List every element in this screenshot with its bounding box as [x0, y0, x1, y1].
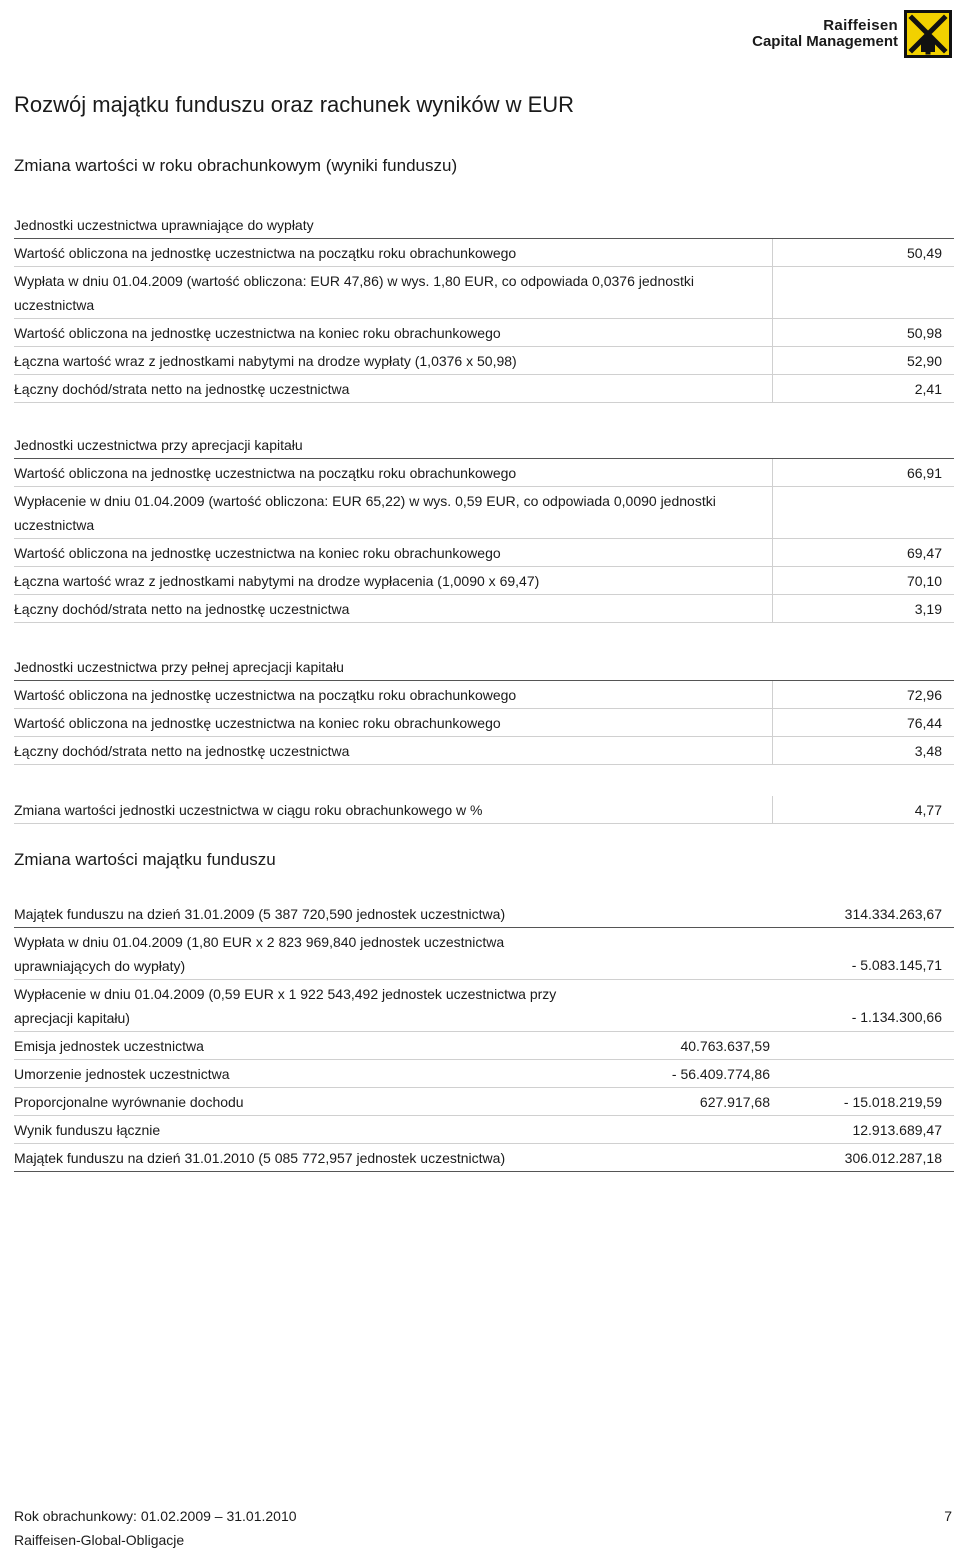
- table-row: [14, 267, 954, 319]
- row-label: Wartość obliczona na jednostkę uczestnictwa na koniec roku obrachunkowego: [14, 325, 501, 341]
- row-value: - 5.083.145,71: [851, 957, 942, 973]
- table-row: [14, 796, 954, 824]
- row-label: Wartość obliczona na jednostkę uczestnictwa na początku roku obrachunkowego: [14, 687, 517, 703]
- table-row: [14, 681, 954, 709]
- page-subtitle: Zmiana wartości w roku obrachunkowym (wyniki funduszu): [14, 156, 458, 175]
- table-row: [14, 375, 954, 403]
- row-label: Wynik funduszu łącznie: [14, 1122, 161, 1138]
- row-label: Wartość obliczona na jednostkę uczestnictwa na koniec roku obrachunkowego: [14, 545, 501, 561]
- row-value: 3,48: [914, 743, 942, 759]
- row-value: 2,41: [914, 381, 942, 397]
- section-full-accumulation-units: [14, 654, 954, 765]
- row-label: Łączny dochód/strata netto na jednostkę uczestnictwa: [14, 381, 350, 397]
- row-label: Zmiana wartości jednostki uczestnictwa w ciągu roku obrachunkowego w %: [14, 802, 483, 818]
- table-row: [14, 347, 954, 375]
- table-row: [14, 1088, 954, 1116]
- fund-section-title: Zmiana wartości majątku funduszu: [14, 850, 276, 869]
- row-label: Wartość obliczona na jednostkę uczestnictwa na początku roku obrachunkowego: [14, 465, 517, 481]
- row-label: Wypłata w dniu 01.04.2009 (1,80 EUR x 2 823 969,840 jednostek uczestnictwa uprawniających do wypłaty): [14, 934, 505, 974]
- table-row: [14, 1060, 954, 1088]
- row-value: 12.913.689,47: [852, 1122, 942, 1138]
- table-row: [14, 539, 954, 567]
- section-distribution-units: [14, 212, 954, 403]
- row-label: Łączna wartość wraz z jednostkami nabytymi na drodze wypłacenia (1,0090 x 69,47): [14, 573, 540, 589]
- page-title: Rozwój majątku funduszu oraz rachunek wyników w EUR: [14, 92, 575, 117]
- fiscal-year: Rok obrachunkowy: 01.02.2009 – 31.01.2010: [14, 1508, 297, 1524]
- row-label: Wypłata w dniu 01.04.2009 (wartość obliczona: EUR 47,86) w wys. 1,80 EUR, co odpowiada 0,0376 jednostki uczestnictwa: [14, 273, 695, 313]
- table-row: [14, 1144, 954, 1172]
- row-value: 4,77: [914, 802, 942, 818]
- raiffeisen-gable-icon: [904, 10, 952, 58]
- table-row: [14, 239, 954, 267]
- row-value: 50,98: [906, 325, 942, 341]
- table-row: [14, 928, 954, 980]
- row-label: Majątek funduszu na dzień 31.01.2010 (5 085 772,957 jednostek uczestnictwa): [14, 1150, 506, 1166]
- footer-period-line: [14, 1508, 952, 1524]
- row-value: 66,91: [906, 465, 942, 481]
- row-value: 70,10: [906, 573, 942, 589]
- row-value: 72,96: [906, 687, 942, 703]
- logo-line2: Capital Management: [752, 33, 898, 50]
- fund-table: [14, 900, 954, 1172]
- table-row: [14, 737, 954, 765]
- row-value: 3,19: [914, 601, 942, 617]
- fund-name: Raiffeisen-Global-Obligacje: [14, 1532, 185, 1548]
- table-row: [14, 459, 954, 487]
- section-unit-change: [14, 796, 954, 824]
- table-row: [14, 709, 954, 737]
- section-heading: Jednostki uczestnictwa przy pełnej aprecjacji kapitału: [14, 654, 954, 681]
- row-label: Łączny dochód/strata netto na jednostkę uczestnictwa: [14, 743, 350, 759]
- table-row: [14, 319, 954, 347]
- section-heading: Jednostki uczestnictwa przy aprecjacji kapitału: [14, 432, 954, 459]
- row-subvalue: - 56.409.774,86: [671, 1066, 770, 1082]
- row-label: Wypłacenie w dniu 01.04.2009 (wartość obliczona: EUR 65,22) w wys. 0,59 EUR, co odpowiada 0,0090 jednostki uczestnictwa: [14, 493, 716, 533]
- row-label: Proporcjonalne wyrównanie dochodu: [14, 1094, 244, 1110]
- row-value: 306.012.287,18: [844, 1150, 942, 1166]
- row-label: Umorzenie jednostek uczestnictwa: [14, 1066, 230, 1082]
- page-number: 7: [944, 1508, 952, 1524]
- row-label: Majątek funduszu na dzień 31.01.2009 (5 387 720,590 jednostek uczestnictwa): [14, 906, 506, 922]
- row-value: 69,47: [906, 545, 942, 561]
- table-row: [14, 1032, 954, 1060]
- row-label: Wypłacenie w dniu 01.04.2009 (0,59 EUR x 1 922 543,492 jednostek uczestnictwa przy aprecjacji kapitału): [14, 986, 557, 1026]
- row-value: 76,44: [906, 715, 942, 731]
- company-logo: [752, 10, 952, 58]
- row-value: 52,90: [906, 353, 942, 369]
- row-subvalue: 40.763.637,59: [680, 1038, 770, 1054]
- logo-line1: Raiffeisen: [823, 17, 898, 34]
- row-label: Wartość obliczona na jednostkę uczestnictwa na koniec roku obrachunkowego: [14, 715, 501, 731]
- table-row: [14, 487, 954, 539]
- row-label: Łączna wartość wraz z jednostkami nabytymi na drodze wypłaty (1,0376 x 50,98): [14, 353, 517, 369]
- table-row: [14, 900, 954, 928]
- row-value: 50,49: [906, 245, 942, 261]
- section-heading: Jednostki uczestnictwa uprawniające do wypłaty: [14, 212, 954, 239]
- table-row: [14, 1116, 954, 1144]
- row-label: Emisja jednostek uczestnictwa: [14, 1038, 204, 1054]
- table-row: [14, 980, 954, 1032]
- row-subvalue: 627.917,68: [699, 1094, 770, 1110]
- row-label: Łączny dochód/strata netto na jednostkę uczestnictwa: [14, 601, 350, 617]
- row-label: Wartość obliczona na jednostkę uczestnictwa na początku roku obrachunkowego: [14, 245, 517, 261]
- section-accumulation-units: [14, 432, 954, 623]
- row-value: - 15.018.219,59: [843, 1094, 942, 1110]
- row-value: - 1.134.300,66: [851, 1009, 942, 1025]
- table-row: [14, 595, 954, 623]
- row-value: 314.334.263,67: [844, 906, 942, 922]
- table-row: [14, 567, 954, 595]
